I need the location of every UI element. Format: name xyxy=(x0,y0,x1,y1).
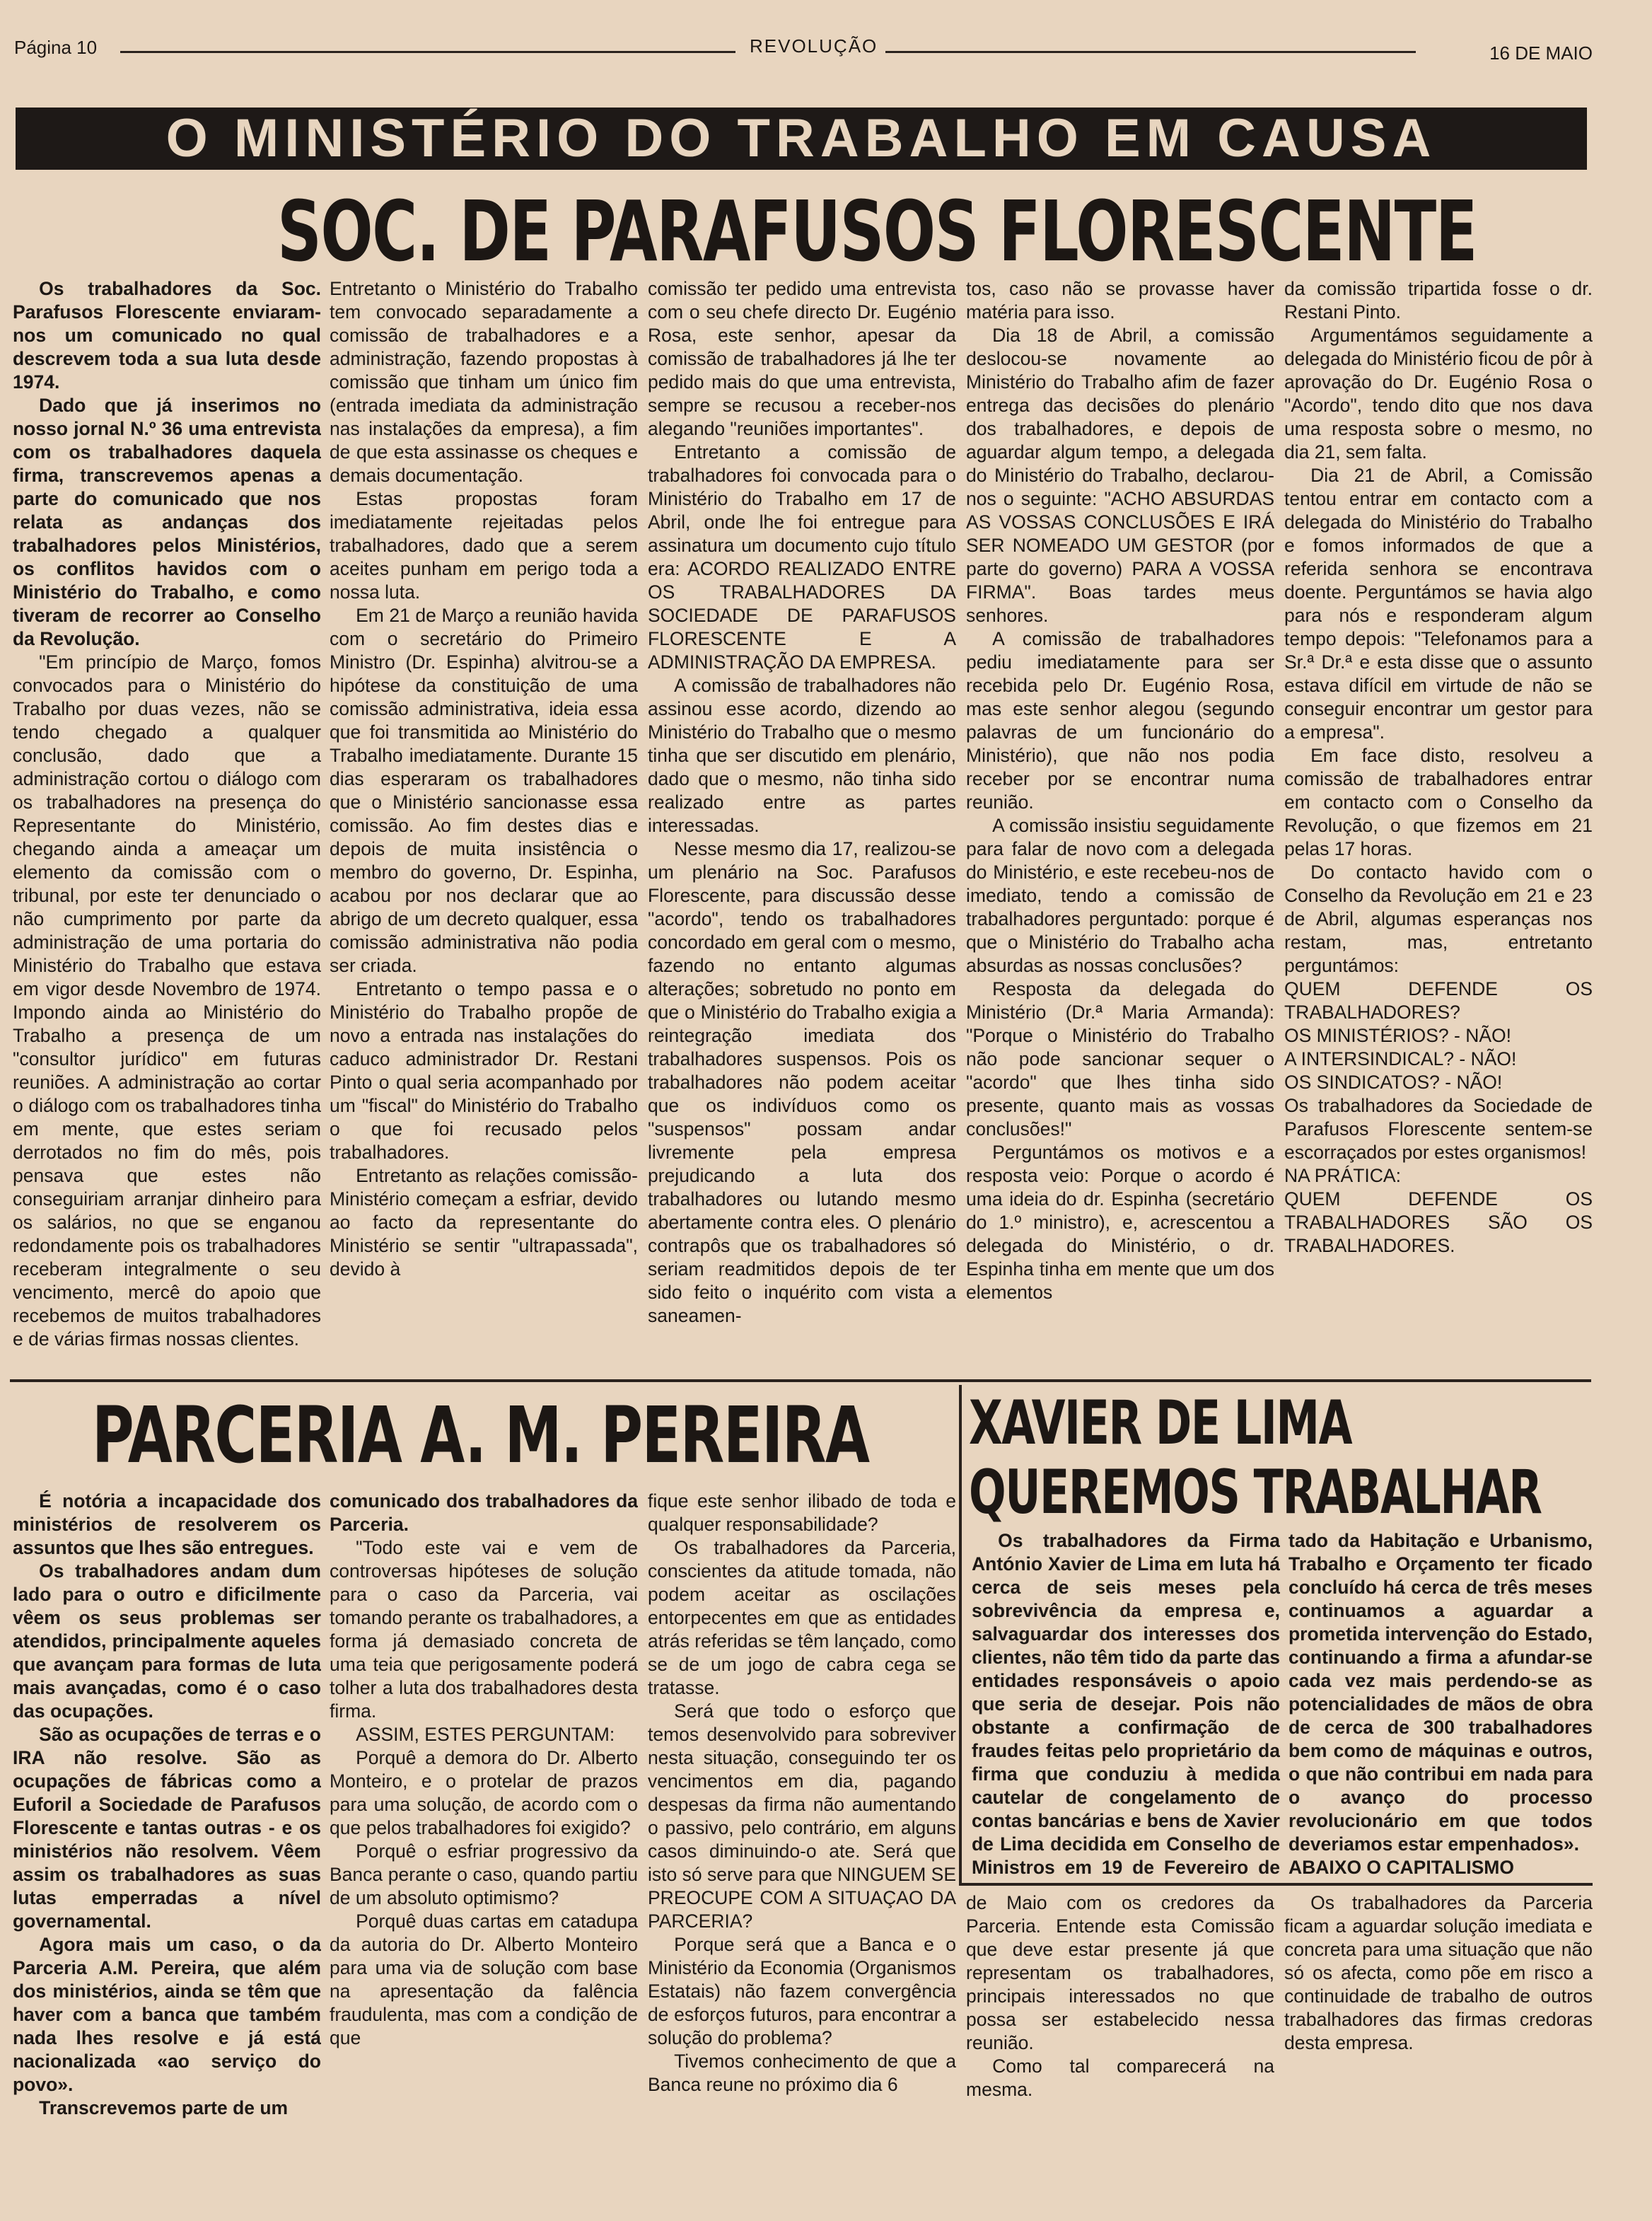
paragraph: Os trabalhadores da Soc. Parafusos Florescente enviaram-nos um comunicado no qual descrevem toda a sua luta desde 1974. xyxy=(13,278,321,393)
question-line: NA PRÁTICA: xyxy=(1284,1165,1401,1186)
paragraph: Porquê a demora do Dr. Alberto Monteiro, e o protelar de prazos para uma solução, de acordo com o que pelos trabalhadores foi exigido? xyxy=(330,1747,638,1838)
article1-headline: SOC. DE PARAFUSOS FLORESCENTE xyxy=(277,182,1477,280)
article1-column-5 xyxy=(1284,277,1593,1381)
question-line: QUEM DEFENDE OS TRABALHADORES SÃO OS TRABALHADORES. xyxy=(1284,1188,1593,1256)
paragraph: Porque será que a Banca e o Ministério da Economia (Organismos Estatais) não fazem convergência de esforços futuros, para encontrar a solução do problema? xyxy=(648,1934,956,2048)
article1-column-2 xyxy=(330,277,638,1381)
paragraph: Entretanto a comissão de trabalhadores foi convocada para o Ministério do Trabalho em 17 de Abril, onde lhe foi entregue para assinatura um documento cujo título era: ACORDO REALIZADO ENTRE OS TRABALHADORES DA SOCIEDADE DE PARAFUSOS FLORESCENTE E A ADMINISTRAÇÃO DA EMPRESA. xyxy=(648,441,956,673)
article1-column-3 xyxy=(648,277,956,1381)
paragraph: Do contacto havido com o Conselho da Revolução em 21 e 23 de Abril, algumas esperanças nos restam, mas, entretanto perguntámos: xyxy=(1284,862,1593,976)
paragraph: A comissão de trabalhadores não assinou esse acordo, dizendo ao Ministério do Trabalho que o mesmo tinha que ser discutido em plenário, dado que o mesmo, não tinha sido realizado entre as partes interessadas. xyxy=(648,675,956,836)
paragraph: Os trabalhadores da Parceria, conscientes da atitude tomada, não podem aceitar as oscilações entorpecentes em que as entidades atrás referidas se têm lançado, como se de um jogo de cabra cega se tratasse. xyxy=(648,1537,956,1698)
page-number: Página 10 xyxy=(14,37,98,58)
paragraph: Dia 21 de Abril, a Comissão tentou entrar em contacto com a delegada do Ministério do Trabalho e fomos informados de que a referida senhora se encontrava doente. Perguntámos se havia algo para nós e responderam algum tempo depois: "Telefonamos para a Sr.ª Dr.ª e esta disse que o assunto estava difícil em virtude de não se conseguir encontrar um gestor para a empresa". xyxy=(1284,465,1593,743)
question-line: OS SINDICATOS? - NÃO! xyxy=(1284,1072,1503,1093)
article3-box-rule-left xyxy=(959,1385,962,1884)
paragraph: tos, caso não se provasse haver matéria para isso. xyxy=(966,278,1274,323)
paragraph: fique este senhor ilibado de toda e qualquer responsabilidade? xyxy=(648,1490,956,1535)
slogan: ABAIXO O CAPITALISMO xyxy=(1289,1857,1514,1877)
article2-column-5 xyxy=(1284,1891,1593,2210)
paragraph: Agora mais um caso, o da Parceria A.M. Pereira, que além dos ministérios, ainda se têm que haver com a banca que também nada lhes resolve e já está nacionalizada «ao serviço do povo». xyxy=(13,1934,321,2095)
section-banner: O MINISTÉRIO DO TRABALHO EM CAUSA xyxy=(16,108,1587,170)
article3-headline-line2: QUEREMOS TRABALHAR xyxy=(969,1457,1542,1528)
paragraph: Transcrevemos parte de um xyxy=(39,2097,289,2118)
paragraph: Tivemos conhecimento de que a Banca reune no próximo dia 6 xyxy=(648,2051,956,2095)
masthead-rule-left xyxy=(120,51,735,53)
paragraph: Resposta da delegada do Ministério (Dr.ª Maria Armanda): "Porque o Ministério do Trabalho não pode sancionar sequer o "acordo" que lhes tinha sido presente, quanto mais as vossas conclusões!" xyxy=(966,978,1274,1140)
article3-headline-line1: XAVIER DE LIMA xyxy=(969,1388,1352,1459)
paragraph: "Em princípio de Março, fomos convocados para o Ministério do Trabalho por duas vezes, não se tendo chegado a qualquer conclusão, dado que a administração cortou o diálogo com os trabalhadores na presença do Representante do Ministério, chegando ainda a ameaçar um elemento da comissão com o tribunal, por este ter denunciado o não cumprimento por parte da administração de uma portaria do Ministério do Trabalho que estava em vigor desde Novembro de 1974. Impondo ainda ao Ministério do Trabalho a presença de um "consultor jurídico" em futuras reuniões. A administração ao cortar o diálogo com os trabalhadores tinha em mente, que estes seriam derrotados no fim do mês, pois pensava que estes não conseguiriam arranjar dinheiro para os salários, no que se enganou redondamente pois os trabalhadores receberam integralmente o seu vencimento, mercê do apoio que recebemos de muitos trabalhadores e de várias firmas nossas clientes. xyxy=(13,651,321,1350)
paragraph: É notória a incapacidade dos ministérios de resolverem os assuntos que lhes são entregues. xyxy=(13,1490,321,1558)
paragraph: de Maio com os credores da Parceria. Entende esta Comissão que deve estar presente já que representam os trabalhadores, principais interessados no que possa ser estabelecido nessa reunião. xyxy=(966,1892,1274,2053)
article3-box-rule-bottom xyxy=(959,1883,1593,1886)
paragraph: A comissão de trabalhadores pediu imediatamente para ser recebida pelo Dr. Eugénio Rosa, mas este senhor alegou (segundo palavras de um funcionário do Ministério), que não nos podia receber por se encontrar numa reunião. xyxy=(966,628,1274,813)
paragraph: Perguntámos os motivos e a resposta veio: Porque o acordo é uma ideia do dr. Espinha (secretário do 1.º ministro), e, acrescentou a delegada do Ministério, o dr. Espinha tinha em mente que um dos elementos xyxy=(966,1142,1274,1303)
article2-column-1 xyxy=(13,1490,321,2211)
article2-column-2 xyxy=(330,1490,638,2211)
paragraph: tado da Habitação e Urbanismo, Trabalho e Orçamento ter ficado concluído há cerca de três meses continuamos a aguardar a prometida intervenção do Estado, continuando a firma a afundar-se cada vez mais perdendo-se as potencialidades de mãos de obra de cerca de 300 trabalhadores bem como de máquinas e outros, o que não contribui em nada para o avanço do processo revolucionário em que todos deveriamos estar empenhados». xyxy=(1289,1530,1593,1855)
article1-column-1 xyxy=(13,277,321,1381)
paragraph: São as ocupações de terras e o IRA não resolve. São as ocupações de fábricas como a Euforil a Sociedade de Parafusos Florescente e tantas outras - e os ministérios não resolvem. Vêem assim os trabalhadores as suas lutas emperradas a nível governamental. xyxy=(13,1724,321,1932)
paragraph: Os trabalhadores da Firma António Xavier de Lima em luta há cerca de seis meses pela sobrevivência da empresa e, salvaguardar dos interesses dos clientes, não têm tido da parte das entidades responsáveis o apoio que seria de desejar. Pois não obstante a confirmação de fraudes feitas pelo proprietário da firma que conduziu à medida cautelar de congelamento de contas bancárias e bens de Xavier de Lima decidida em Conselho de Ministros em 19 de Fevereiro de xyxy=(972,1530,1280,1877)
masthead-rule-right xyxy=(885,51,1416,53)
issue-date: 16 DE MAIO xyxy=(1489,42,1593,64)
paragraph: ASSIM, ESTES PERGUNTAM: xyxy=(356,1724,615,1745)
masthead xyxy=(14,34,1593,65)
paragraph: comissão ter pedido uma entrevista com o seu chefe directo Dr. Eugénio Rosa, este senhor, apesar da comissão de trabalhadores já lhe ter pedido mais do que uma entrevista, sempre se recusou a receber-nos alegando "reuniões importantes". xyxy=(648,278,956,439)
question-line: OS MINISTÉRIOS? - NÃO! xyxy=(1284,1025,1511,1046)
article3-column-2 xyxy=(1289,1529,1593,1877)
paragraph: A comissão insistiu seguidamente para falar de novo com a delegada do Ministério, e este recebeu-nos de imediato, tendo a comissão de trabalhadores perguntado: porque é que o Ministério do Trabalho acha absurdas as nossas conclusões? xyxy=(966,815,1274,976)
article2-column-3 xyxy=(648,1490,956,2211)
article2-column-4 xyxy=(966,1891,1274,2210)
paragraph: comunicado dos trabalhadores da Parceria. xyxy=(330,1490,638,1535)
article2-headline: PARCERIA A. M. PEREIRA xyxy=(92,1390,869,1480)
section-divider xyxy=(10,1379,1591,1382)
question-line: A INTERSINDICAL? - NÃO! xyxy=(1284,1048,1517,1069)
paragraph: Entretanto as relações comissão-Ministério começam a esfriar, devido ao facto da representante do Ministério se sentir "ultrapassada", devido à xyxy=(330,1165,638,1280)
paragraph: Porquê o esfriar progressivo da Banca perante o caso, quando partiu de um absoluto optimismo? xyxy=(330,1840,638,1908)
publication-name: REVOLUÇÃO xyxy=(750,35,878,57)
article3-column-1 xyxy=(972,1529,1280,1877)
paragraph: Nesse mesmo dia 17, realizou-se um plenário na Soc. Parafusos Florescente, para discussão desse "acordo", tendo os trabalhadores concordado em geral com o mesmo, fazendo no entanto algumas alterações; sobretudo no ponto em que o Ministério do Trabalho exigia a reintegração imediata dos trabalhadores suspensos. Pois os trabalhadores não podem aceitar que os indivíduos como os "suspensos" possam andar livremente pela empresa prejudicando a luta dos trabalhadores ou lutando mesmo abertamente contra eles. O plenário contrapôs que os trabalhadores só seriam readmitidos depois de ter sido feito o inquérito com vista a saneamen- xyxy=(648,838,956,1326)
paragraph: Os trabalhadores da Sociedade de Parafusos Florescente sentem-se escorraçados por estes organismos! xyxy=(1284,1095,1593,1163)
paragraph: da comissão tripartida fosse o dr. Restani Pinto. xyxy=(1284,278,1593,323)
paragraph: Dia 18 de Abril, a comissão deslocou-se novamente ao Ministério do Trabalho afim de fazer entrega das decisões do plenário dos trabalhadores, e depois de aguardar algum tempo, a delegada do Ministério do Trabalho, declarou-nos o seguinte: "ACHO ABSURDAS AS VOSSAS CONCLUSÕES E IRÁ SER NOMEADO UM GESTOR (por parte do governo) PARA A VOSSA FIRMA". Boas tardes meus senhores. xyxy=(966,325,1274,626)
paragraph: "Todo este vai e vem de controversas hipóteses de solução para o caso da Parceria, vai tomando perante os trabalhadores, a forma já demasiado concreta de uma teia que perigosamente poderá tolher a luta dos trabalhadores desta firma. xyxy=(330,1537,638,1722)
article1-column-4 xyxy=(966,277,1274,1381)
paragraph: Entretanto o tempo passa e o Ministério do Trabalho propõe de novo a entrada nas instalações do caduco administrador Dr. Restani Pinto o qual seria acompanhado por um "fiscal" do Ministério do Trabalho o que foi recusado pelos trabalhadores. xyxy=(330,978,638,1163)
paragraph: Argumentámos seguidamente a delegada do Ministério ficou de pôr à aprovação do Dr. Eugénio Rosa o "Acordo", tendo dito que nos dava uma resposta sobre o mesmo, no dia 21, sem falta. xyxy=(1284,325,1593,463)
paragraph: Como tal comparecerá na mesma. xyxy=(966,2055,1274,2100)
paragraph: Os trabalhadores da Parceria ficam a aguardar solução imediata e concreta para uma situação que não só os afecta, como põe em risco a continuidade de trabalho de outros trabalhadores das firmas credoras desta empresa. xyxy=(1284,1892,1593,2053)
paragraph: Será que todo o esforço que temos desenvolvido para sobreviver nesta situação, conseguindo ter os vencimentos em dia, pagando despesas da firma não aumentando o passivo, pelo contrário, em alguns casos diminuindo-o ate. Será que isto só serve para que NINGUEM SE PREOCUPE COM A SITUAÇAO DA PARCERIA? xyxy=(648,1700,956,1932)
paragraph: Dado que já inserimos no nosso jornal N.º 36 uma entrevista com os trabalhadores daquela firma, transcrevemos apenas a parte do comunicado que nos relata as andanças dos trabalhadores pelos Ministérios, os conflitos havidos com o Ministério do Trabalho, e como tiveram de recorrer ao Conselho da Revolução. xyxy=(13,395,321,649)
paragraph: Porquê duas cartas em catadupa da autoria do Dr. Alberto Monteiro para uma via de solução com base na apresentação da falência fraudulenta, mas com a condição de que xyxy=(330,1910,638,2048)
paragraph: Estas propostas foram imediatamente rejeitadas pelos trabalhadores, dado que a serem aceites punham em perigo toda a nossa luta. xyxy=(330,488,638,603)
paragraph: Em face disto, resolveu a comissão de trabalhadores entrar em contacto com o Conselho da Revolução, o que fizemos em 21 pelas 17 horas. xyxy=(1284,745,1593,859)
paragraph: Os trabalhadores andam dum lado para o outro e dificilmente vêem os seus problemas ser atendidos, principalmente aqueles que avançam para formas de luta mais avançadas, como é o caso das ocupações. xyxy=(13,1560,321,1722)
paragraph: Em 21 de Março a reunião havida com o secretário do Primeiro Ministro (Dr. Espinha) alvitrou-se a hipótese da constituição de uma comissão administrativa, ideia essa que foi transmitida ao Ministério do Trabalho imediatamente. Durante 15 dias esperaram os trabalhadores que o Ministério sancionasse essa comissão. Ao fim destes dias e depois de muita insistência o membro do governo, Dr. Espinha, acabou por nos declarar que ao abrigo de um decreto qualquer, essa comissão administrativa não podia ser criada. xyxy=(330,605,638,976)
paragraph: Entretanto o Ministério do Trabalho tem convocado separadamente a comissão de trabalhadores e a administração, fazendo propostas à comissão que tinham um único fim (entrada imediata da administração nas instalações da empresa), a fim de que esta assinasse os cheques e demais documentação. xyxy=(330,278,638,486)
question-line: QUEM DEFENDE OS TRABALHADORES? xyxy=(1284,978,1593,1023)
